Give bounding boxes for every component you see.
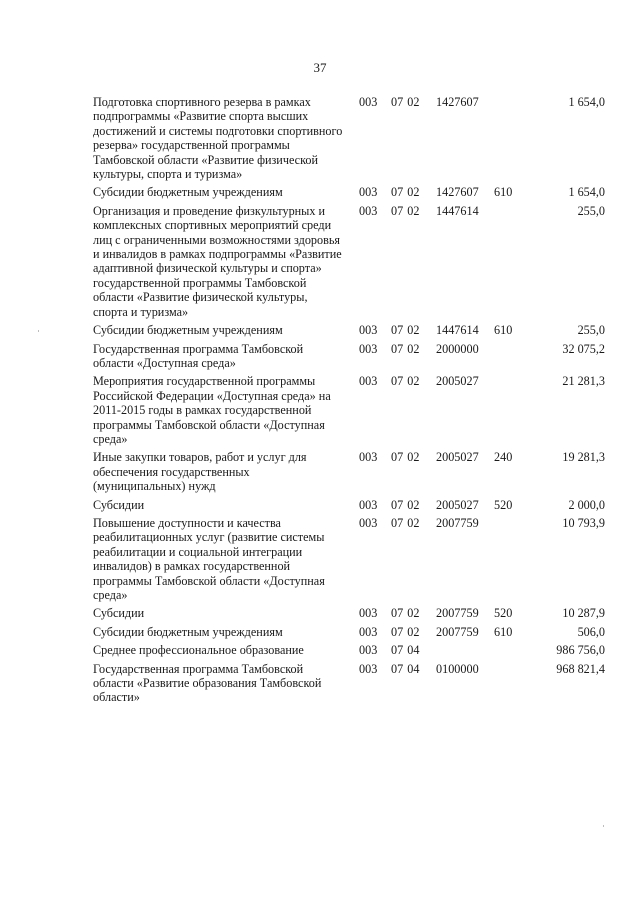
dept-code: 003 xyxy=(359,661,378,676)
target-code: 2005027 xyxy=(436,497,479,512)
item-name: Государственная программа Тамбовской области «Доступная среда» xyxy=(93,341,304,370)
item-name: Субсидии бюджетным учреждениям xyxy=(93,323,283,338)
table-row xyxy=(93,662,605,705)
amount: 21 281,3 xyxy=(562,374,605,389)
section-code: 07 02 xyxy=(391,323,420,338)
dept-code: 003 xyxy=(359,374,378,389)
target-code: 2000000 xyxy=(436,341,479,356)
dept-code: 003 xyxy=(359,323,378,338)
table-row xyxy=(93,95,605,181)
expense-type-code: 610 xyxy=(494,323,513,338)
item-name: Государственная программа Тамбовской области «Развитие образования Тамбовской области» xyxy=(93,661,322,705)
budget-table xyxy=(93,95,605,709)
dept-code: 003 xyxy=(359,203,378,218)
amount: 10 793,9 xyxy=(562,515,605,530)
item-name: Подготовка спортивного резерва в рамках подпрограммы «Развитие спорта высших достижений и системы подготовки спортивного резерва» государственной программы Тамбовской области «Развитие физической культуры, спорта и туризма» xyxy=(93,95,343,182)
amount: 968 821,4 xyxy=(556,661,605,676)
target-code: 2005027 xyxy=(436,450,479,465)
dept-code: 003 xyxy=(359,606,378,621)
table-row xyxy=(93,498,605,512)
dept-code: 003 xyxy=(359,95,378,109)
table-row xyxy=(93,185,605,199)
target-code: 2005027 xyxy=(436,374,479,389)
dept-code: 003 xyxy=(359,450,378,465)
table-row xyxy=(93,643,605,657)
section-code: 07 02 xyxy=(391,450,420,465)
expense-type-code: 520 xyxy=(494,606,513,621)
target-code: 1427607 xyxy=(436,95,479,109)
page-number: 37 xyxy=(313,60,327,75)
section-code: 07 02 xyxy=(391,185,420,200)
target-code: 2007759 xyxy=(436,515,479,530)
table-row xyxy=(93,374,605,446)
table-row xyxy=(93,450,605,493)
item-name: Субсидии бюджетным учреждениям xyxy=(93,185,283,200)
dept-code: 003 xyxy=(359,341,378,356)
amount: 506,0 xyxy=(577,624,605,639)
dept-code: 003 xyxy=(359,515,378,530)
table-row xyxy=(93,204,605,319)
section-code: 07 02 xyxy=(391,203,420,218)
amount: 19 281,3 xyxy=(562,450,605,465)
section-code: 07 02 xyxy=(391,341,420,356)
table-row xyxy=(93,342,605,371)
amount: 10 287,9 xyxy=(562,606,605,621)
expense-type-code: 610 xyxy=(494,185,513,200)
table-row xyxy=(93,625,605,639)
section-code: 07 02 xyxy=(391,515,420,530)
item-name: Иные закупки товаров, работ и услуг для обеспечения государственных (муниципальных) нужд xyxy=(93,450,307,494)
target-code: 2007759 xyxy=(436,624,479,639)
item-name: Мероприятия государственной программы Российской Федерации «Доступная среда» на 2011-2015 годы в рамках государственной программы Тамбовской области «Доступная среда» xyxy=(93,374,331,446)
section-code: 07 02 xyxy=(391,374,420,389)
item-name: Субсидии xyxy=(93,497,145,512)
section-code: 07 04 xyxy=(391,643,420,658)
item-name: Среднее профессиональное образование xyxy=(93,643,304,658)
target-code: 1447614 xyxy=(436,323,479,338)
dept-code: 003 xyxy=(359,624,378,639)
table-row xyxy=(93,323,605,337)
amount: 32 075,2 xyxy=(562,341,605,356)
amount: 255,0 xyxy=(577,203,605,218)
dept-code: 003 xyxy=(359,185,378,200)
section-code: 07 04 xyxy=(391,661,420,676)
amount: 986 756,0 xyxy=(556,643,605,658)
table-row xyxy=(93,606,605,620)
amount: 1 654,0 xyxy=(568,95,605,109)
target-code: 1427607 xyxy=(436,185,479,200)
target-code: 1447614 xyxy=(436,203,479,218)
scan-speck xyxy=(603,825,604,827)
section-code: 07 02 xyxy=(391,606,420,621)
scan-speck xyxy=(38,330,39,332)
amount: 255,0 xyxy=(577,323,605,338)
expense-type-code: 520 xyxy=(494,497,513,512)
item-name: Субсидии xyxy=(93,606,145,621)
table-row xyxy=(93,516,605,602)
amount: 1 654,0 xyxy=(568,185,605,200)
section-code: 07 02 xyxy=(391,624,420,639)
item-name: Повышение доступности и качества реабилитационных услуг (развитие системы реабилитации и социальной интеграции инвалидов) в рамках государственной программы Тамбовской области «Доступная среда» xyxy=(93,515,325,602)
item-name: Субсидии бюджетным учреждениям xyxy=(93,624,283,639)
target-code: 2007759 xyxy=(436,606,479,621)
amount: 2 000,0 xyxy=(568,497,605,512)
section-code: 07 02 xyxy=(391,497,420,512)
expense-type-code: 610 xyxy=(494,624,513,639)
section-code: 07 02 xyxy=(391,95,420,109)
dept-code: 003 xyxy=(359,497,378,512)
expense-type-code: 240 xyxy=(494,450,513,465)
target-code: 0100000 xyxy=(436,661,479,676)
dept-code: 003 xyxy=(359,643,378,658)
item-name: Организация и проведение физкультурных и комплексных спортивных мероприятий среди лиц с ограниченными возможностями здоровья и инвалидов в рамках подпрограммы «Развитие адаптивной физической культуры и спорта» государственной программы Тамбовской области «Развитие физической культуры, спорта и туризма» xyxy=(93,203,342,319)
